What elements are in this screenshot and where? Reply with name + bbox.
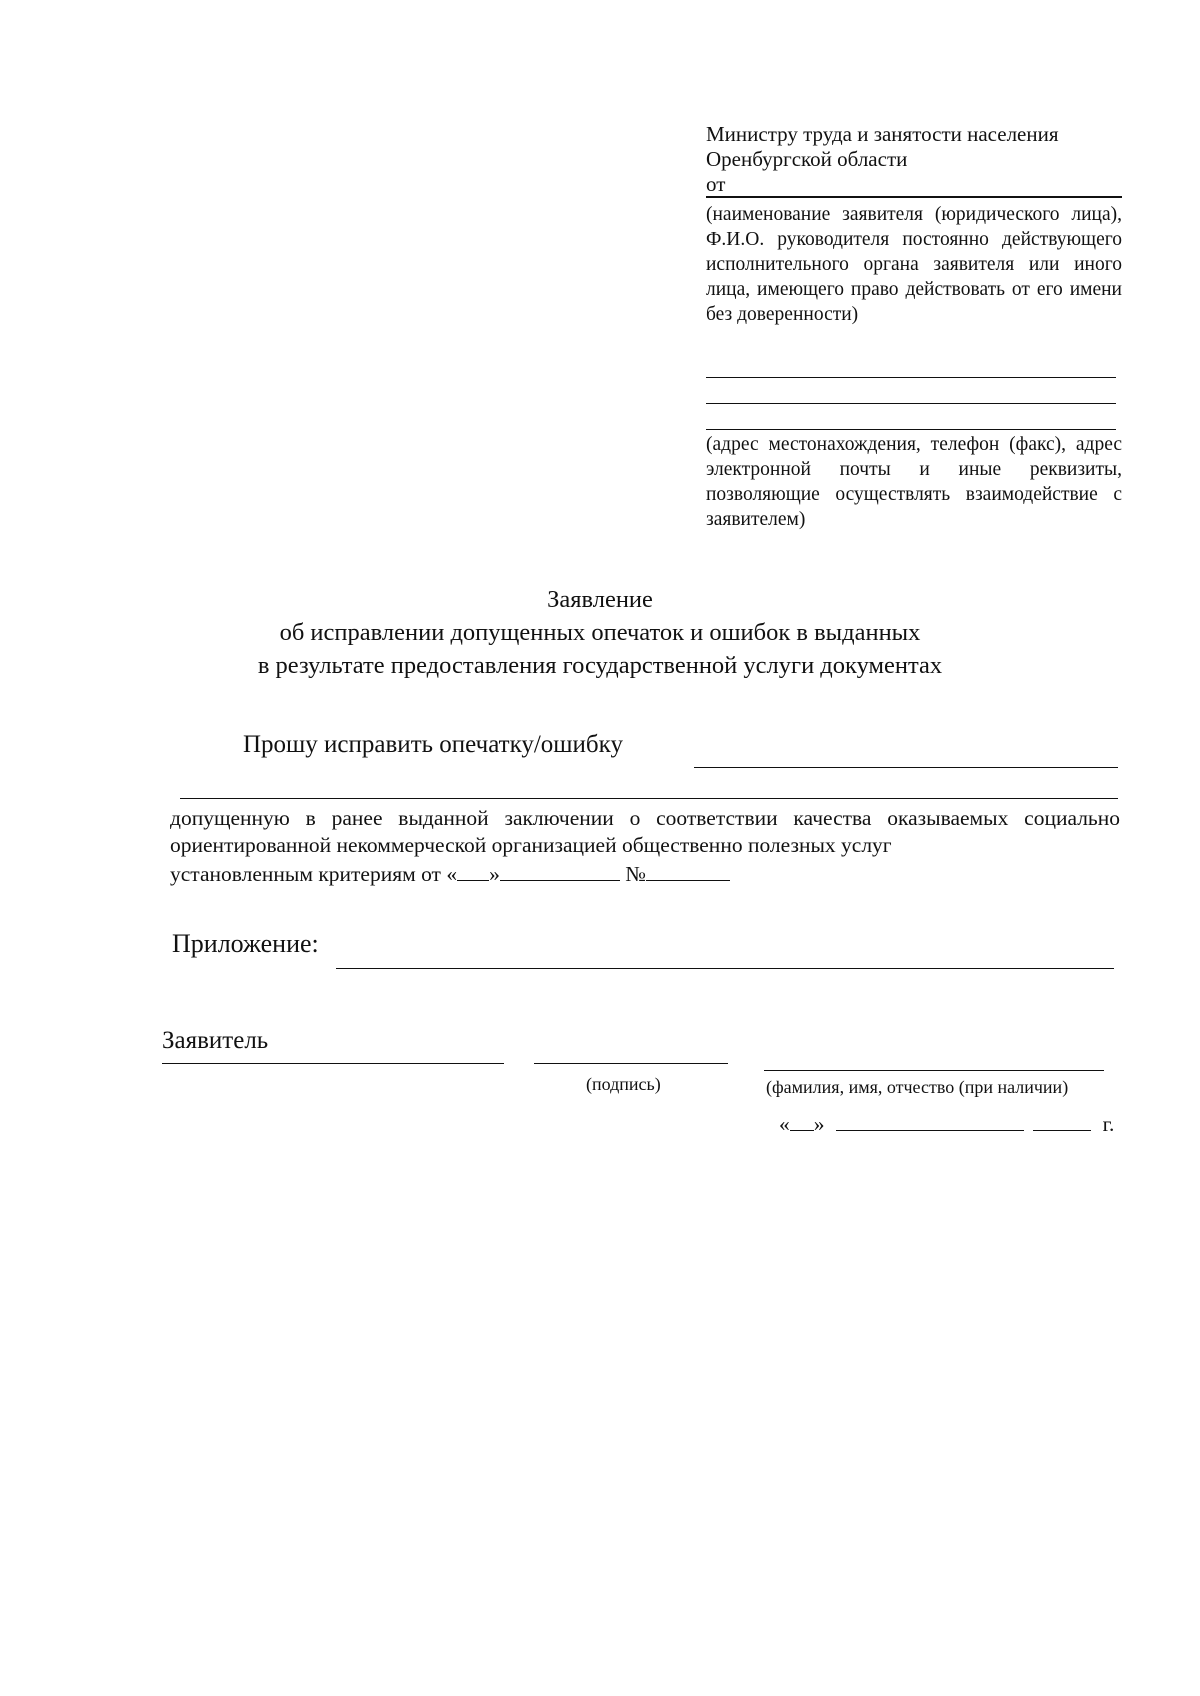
request-fill-line-2[interactable] bbox=[180, 798, 1118, 799]
name-fill-line[interactable] bbox=[764, 1070, 1104, 1071]
from-row bbox=[706, 172, 1122, 198]
date-year-field[interactable] bbox=[1033, 1110, 1091, 1131]
from-fill-line[interactable] bbox=[706, 196, 1122, 198]
title-line-1: Заявление bbox=[547, 586, 653, 613]
date-day-field[interactable] bbox=[790, 1110, 814, 1131]
date-month-field[interactable] bbox=[836, 1110, 1024, 1131]
criteria-line bbox=[170, 860, 730, 887]
request-fill-line-1[interactable] bbox=[694, 767, 1118, 768]
request-body: допущенную в ранее выданной заключении о соответствии качества оказываемых социально ориентированной некоммерческой организацией общественно полезных услуг bbox=[170, 806, 1120, 857]
from-label: от bbox=[706, 172, 726, 196]
address-fill-line-2[interactable] bbox=[706, 403, 1116, 404]
addressee-block bbox=[706, 122, 1122, 327]
addressee-line-2: Оренбургской области bbox=[706, 147, 908, 171]
attachment-fill-line[interactable] bbox=[336, 968, 1114, 969]
signature-fill-line[interactable] bbox=[534, 1063, 728, 1064]
addressee-line-1: Министру труда и занятости населения bbox=[706, 122, 1059, 146]
applicant-fill-line[interactable] bbox=[162, 1063, 504, 1064]
attachment-label: Приложение: bbox=[172, 929, 319, 958]
applicant-hint: (наименование заявителя (юридического лица), Ф.И.О. руководителя постоянно действующего исполнительного органа заявителя или иного лица, имеющего право действовать от его имени без доверенности) bbox=[706, 204, 1122, 325]
request-label: Прошу исправить опечатку/ошибку bbox=[243, 731, 623, 758]
date-close-quote: » bbox=[813, 1112, 825, 1136]
criteria-prefix: установленным критериям от « bbox=[170, 862, 458, 886]
title-line-2: об исправлении допущенных опечаток и ошибок в выданных bbox=[279, 619, 921, 646]
address-fill-line-3[interactable] bbox=[706, 429, 1116, 430]
criteria-month-field[interactable] bbox=[500, 860, 620, 881]
number-sign: № bbox=[625, 862, 646, 886]
criteria-day-field[interactable] bbox=[457, 860, 489, 881]
contact-hint: (адрес местонахождения, телефон (факс), адрес электронной почты и иные реквизиты, позволяющие осуществлять взаимодействие с заявителем) bbox=[706, 434, 1122, 530]
applicant-label: Заявитель bbox=[162, 1027, 269, 1054]
document-title bbox=[0, 583, 1200, 682]
criteria-number-field[interactable] bbox=[646, 860, 730, 881]
date-open-quote: « bbox=[779, 1112, 790, 1136]
criteria-quote-close: » bbox=[489, 862, 500, 886]
year-suffix: г. bbox=[1102, 1112, 1115, 1136]
address-fill-line-1[interactable] bbox=[706, 377, 1116, 378]
signature-caption: (подпись) bbox=[586, 1074, 661, 1094]
name-caption: (фамилия, имя, отчество (при наличии) bbox=[766, 1077, 1069, 1097]
title-line-3: в результате предоставления государственной услуги документах bbox=[257, 652, 943, 679]
date-line bbox=[779, 1110, 1114, 1137]
